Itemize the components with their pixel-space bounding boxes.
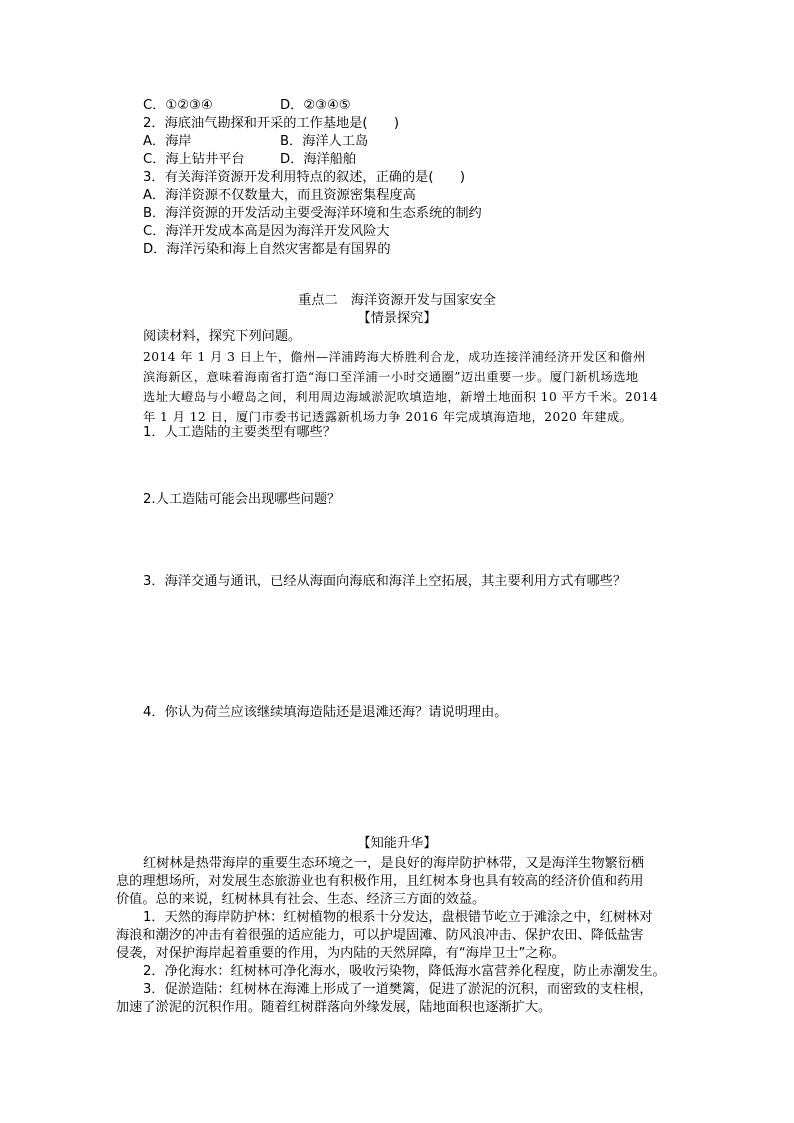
material-line: 选址大嶝岛与小嶝岛之间，利用周边海域淤泥吹填造地，新增土地面积 10 平方千米。2014 — [143, 390, 659, 404]
paragraph-line: 1．天然的海岸防护林：红树植物的根系十分发达，盘根错节屹立于滩涂之中，红树林对 — [143, 910, 653, 925]
material-line: 年 1 月 12 日，厦门市委书记透露新机场力争 2016 年完成填海造地，2020 年建成。 — [143, 410, 633, 424]
q3-stem: 3．有关海洋资源开发利用特点的叙述，正确的是( ) — [143, 170, 465, 185]
question-1: 1．人工造陆的主要类型有哪些？ — [143, 425, 337, 440]
paragraph-line: 息的理想场所，对发展生态旅游业也有积极作用，且红树本身也具有较高的经济价值和药用 — [116, 874, 644, 889]
paragraph-line: 价值。总的来说，红树林具有社会、生态、经济三方面的效益。 — [116, 892, 486, 907]
material-line: 滨海新区，意味着海南省打造“海口至洋浦一小时交通圈”迈出重要一步。厦门新机场选地 — [143, 370, 639, 384]
q2-options-row-1 — [143, 134, 369, 150]
q2-options-row-2 — [143, 152, 357, 168]
subsection-heading-knowledge: 【知能升华】 — [357, 836, 437, 851]
paragraph-line: 2．净化海水：红树林可净化海水，吸收污染物，降低海水富营养化程度，防止赤潮发生。 — [143, 964, 666, 979]
material-line: 2014 年 1 月 3 日上午，儋州—洋浦跨海大桥胜利合龙，成功连接洋浦经济开发区和儋州 — [143, 350, 646, 364]
paragraph-line: 加速了淤泥的沉积作用。随着红树群落向外缘发展，陆地面积也逐渐扩大。 — [116, 1000, 552, 1015]
section-title: 重点二 海洋资源开发与国家安全 — [298, 293, 496, 308]
q2-option-c: C．海上钻井平台 — [143, 152, 245, 167]
q2-option-b: B．海洋人工岛 — [280, 134, 369, 149]
question-3: 3．海洋交通与通讯，已经从海面向海底和海洋上空拓展，其主要利用方式有哪些？ — [143, 574, 627, 589]
paragraph-line: 侵袭，对保护海岸起着重要的作用，为内陆的天然屏障，有“海岸卫士”之称。 — [116, 946, 565, 961]
q3-option-c: C．海洋开发成本高是因为海洋开发风险大 — [143, 224, 390, 239]
q3-option-d: D．海洋污染和海上自然灾害都是有国界的 — [143, 242, 391, 257]
paragraph-line: 红树林是热带海岸的重要生态环境之一，是良好的海岸防护林带，又是海洋生物繁衍栖 — [143, 856, 645, 871]
question-2: 2.人工造陆可能会出现哪些问题？ — [143, 492, 341, 507]
q1-options-row — [143, 98, 351, 114]
q2-option-a: A．海岸 — [143, 134, 192, 149]
subsection-heading-scenario: 【情景探究】 — [357, 311, 437, 326]
q2-stem: 2．海底油气勘探和开采的工作基地是( ) — [143, 116, 400, 131]
paragraph-line: 海浪和潮汐的冲击有着很强的适应能力，可以护堤固滩、防风浪冲击、保护农田、降低盐害 — [116, 928, 644, 943]
paragraph-line: 3．促淤造陆：红树林在海滩上形成了一道樊篱，促进了淤泥的沉积，而密致的支柱根， — [143, 982, 653, 997]
intro-text: 阅读材料，探究下列问题。 — [143, 329, 302, 344]
q2-option-d: D．海洋船舶 — [280, 152, 357, 167]
q3-option-b: B．海洋资源的开发活动主要受海洋环境和生态系统的制约 — [143, 206, 482, 221]
question-4: 4．你认为荷兰应该继续填海造陆还是退滩还海？请说明理由。 — [143, 705, 508, 720]
q1-option-d: D．②③④⑤ — [280, 98, 351, 113]
q3-option-a: A．海洋资源不仅数量大，而且资源密集程度高 — [143, 188, 416, 203]
q1-option-c: C．①②③④ — [143, 98, 213, 113]
